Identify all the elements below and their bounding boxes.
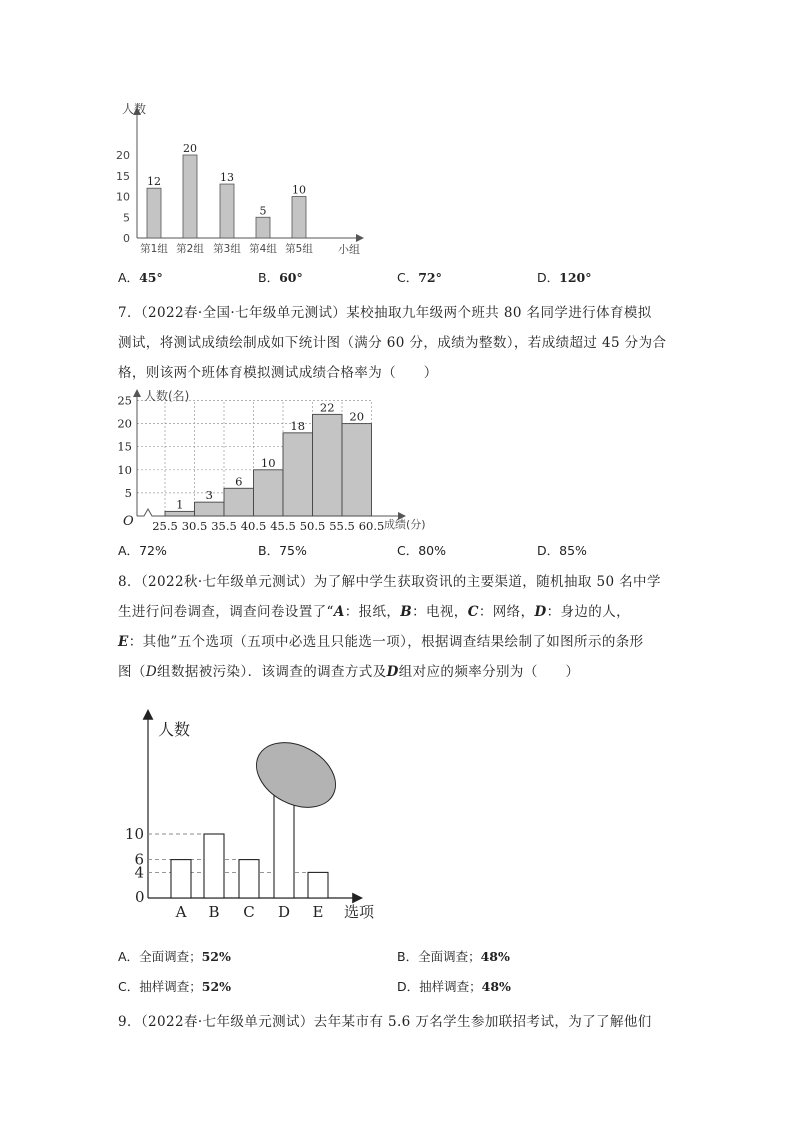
- bar: [239, 860, 259, 898]
- bar-value-label: 20: [349, 409, 365, 424]
- y-tick-label: 5: [124, 485, 132, 500]
- question-7: 7．（2022春·全国·七年级单元测试）某校抽取九年级两个班共 80 名同学进行体育模拟 测试，将测试成绩绘制成如下统计图（满分 60 分，成绩为整数），若成绩超过 45 分为合 格，则该两个班体育模拟测试成绩合格率为（ ）: [118, 305, 667, 381]
- histogram-bar: [283, 433, 313, 516]
- x-tick-label: C: [243, 903, 255, 921]
- q7-option-a: A．72%: [118, 543, 167, 558]
- bar: [256, 217, 270, 238]
- origin-label: O: [123, 514, 134, 529]
- x-tick-label: 第2组: [176, 243, 204, 255]
- x-tick-label: E: [312, 903, 324, 921]
- y-tick-label: 10: [116, 190, 130, 204]
- bar-value-label: 12: [147, 175, 161, 189]
- q6-option-a: A．45°: [118, 270, 163, 285]
- score-histogram: [110, 385, 450, 535]
- q8-option-d: D．抽样调查；48%: [397, 979, 511, 994]
- x-tick-label: 60.5: [358, 519, 385, 533]
- bar-value-label: 10: [292, 183, 306, 197]
- q8-option-b: B．全面调查；48%: [397, 949, 510, 964]
- q8-option-a: A．全面调查；52%: [118, 949, 231, 964]
- q6-option-b: B．60°: [258, 270, 303, 285]
- bar-value-label: 10: [260, 455, 276, 470]
- origin-label: 0: [135, 888, 145, 906]
- x-tick-label: 40.5: [240, 519, 267, 533]
- x-tick-label: 第3组: [213, 243, 241, 255]
- bar: [171, 860, 191, 898]
- x-tick-label: 30.5: [181, 519, 208, 533]
- histogram-bar: [342, 424, 372, 516]
- q7-option-c: C．80%: [397, 543, 447, 558]
- y-tick-label: 15: [117, 439, 132, 454]
- bar-value-label: 22: [319, 400, 335, 415]
- x-tick-label: 25.5: [152, 519, 178, 533]
- question-8: 8．（2022秋·七年级单元测试）为了解中学生获取资讯的主要渠道，随机抽取 50 名中学 生进行问卷调查，调查问卷设置了“A：报纸，B：电视，C：网络，D：身边的人， E：其他”五个选项（五项中必选且只能选一项），根据调查结果绘制了如图所示的条形 图（D组数据被污染）．该调查的调查方式及D组对应的频率分别为（ ）: [118, 574, 661, 680]
- y-tick-label: 20: [117, 416, 132, 431]
- q6-option-c: C．72°: [397, 270, 442, 285]
- x-tick-label: 45.5: [270, 519, 296, 533]
- bar-value-label: 20: [183, 142, 197, 155]
- y-tick-label: 0: [123, 232, 130, 245]
- bar-value-label: 6: [235, 474, 243, 489]
- bar-value-label: 3: [205, 488, 213, 503]
- q8-option-c: C．抽样调查；52%: [118, 979, 232, 994]
- x-tick-label: 第4组: [249, 243, 277, 255]
- bar: [147, 188, 161, 238]
- q7-option-d: D．85%: [537, 543, 587, 558]
- bar-value-label: 13: [220, 171, 234, 185]
- y-tick-label: 20: [116, 149, 130, 162]
- bar-value-label: 18: [290, 418, 306, 433]
- x-axis-label: 成绩(分): [384, 518, 426, 531]
- histogram-bar: [224, 488, 254, 516]
- q7-option-b: B．75%: [258, 543, 307, 558]
- y-tick-label: 10: [124, 825, 144, 843]
- y-tick-label: 5: [123, 211, 130, 225]
- x-axis-label: 小组: [338, 243, 360, 256]
- bar: [292, 197, 306, 239]
- x-tick-label: B: [208, 903, 220, 921]
- x-tick-label: 35.5: [211, 519, 237, 533]
- x-tick-label: A: [175, 903, 187, 921]
- x-tick-label: 50.5: [299, 519, 326, 533]
- axis-break-mark: [137, 509, 155, 516]
- histogram-bar: [254, 470, 284, 516]
- y-tick-label: 25: [117, 393, 132, 408]
- bar: [204, 834, 224, 898]
- y-tick-label: 15: [116, 169, 130, 183]
- y-tick-label: 10: [117, 462, 132, 477]
- bar-value-label: 5: [259, 204, 267, 218]
- y-tick-label: 6: [134, 850, 144, 869]
- y-axis-label: 人数: [158, 720, 191, 739]
- x-axis-label: 选项: [344, 903, 375, 921]
- bar-value-label: 1: [176, 497, 184, 512]
- x-tick-label: D: [277, 903, 291, 921]
- bar: [183, 155, 197, 238]
- survey-bar-chart: [110, 705, 400, 930]
- histogram-bar: [165, 511, 195, 516]
- x-tick-label: 第5组: [285, 243, 313, 255]
- bar: [308, 872, 328, 898]
- group-bar-chart: [110, 95, 380, 265]
- question-9: 9．（2022春·七年级单元测试）去年某市有 5.6 万名学生参加联招考试，为了了解他们: [118, 1014, 652, 1030]
- y-axis-label: 人数: [122, 102, 147, 116]
- stain-blot: [245, 730, 346, 821]
- histogram-bar: [195, 502, 225, 516]
- bar: [220, 184, 234, 238]
- q6-option-d: D．120°: [537, 270, 592, 285]
- y-tick-label: 4: [134, 863, 144, 882]
- x-tick-label: 第1组: [140, 243, 168, 255]
- x-tick-label: 55.5: [329, 519, 355, 533]
- y-axis-label: 人数(名): [144, 389, 190, 403]
- histogram-bar: [313, 414, 343, 516]
